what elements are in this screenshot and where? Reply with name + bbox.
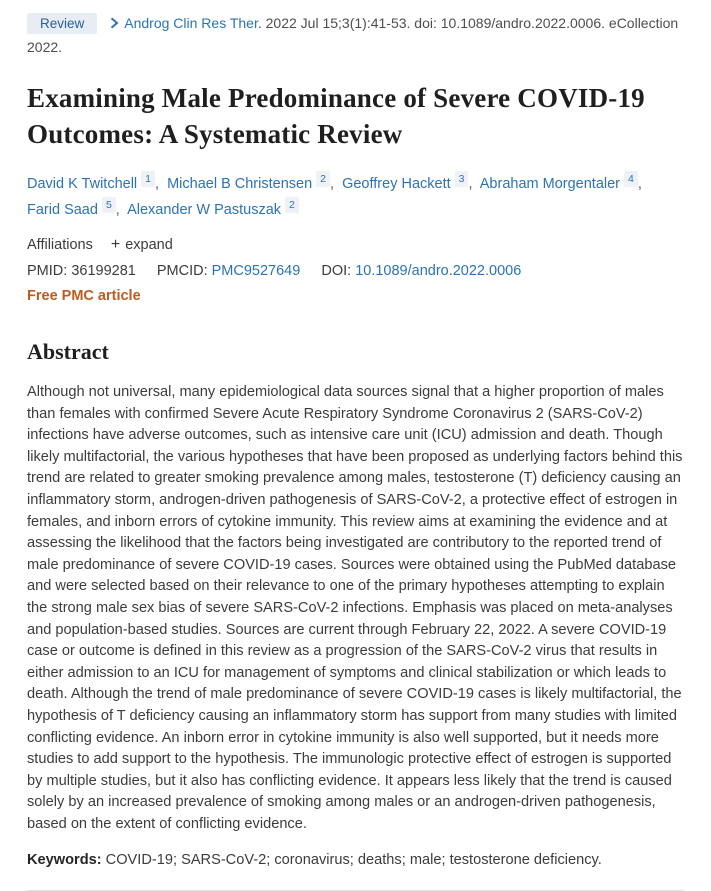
author-item	[342, 173, 480, 192]
abstract-text: Although not universal, many epidemiological data sources signal that a higher proportion of males than females with confirmed Severe Acute Respiratory Syndrome Coronavirus 2 (SARS-CoV-2) infections have adverse outcomes, such as intensive care unit (ICU) admission and death. Though likely multifactorial, the various hypotheses that have been proposed as underlying factors behind this trend are related to greater smoking prevalence among males, testosterone (T) deficiency causing an inflammatory storm, androgen-driven pathogenesis of SARS-CoV-2, a protective effect of estrogen in females, and inborn errors of cytokine immunity. This review aims at examining the evidence and at assessing the likelihood that the factors being investigated are contributory to the reported trend of male predominance of severe COVID-19 cases. Sources were obtained using the PubMed database and were selected based on their relevance to one of the primary hypotheses attempting to explain the strong male sex bias of severe SARS-CoV-2 infections. Emphasis was placed on meta-analyses and population-based studies. Sources are current through February 22, 2022. A severe COVID-19 case or outcome is defined in this review as a progression of the SARS-CoV-2 virus that results in either admission to an ICU for management of symptoms and clinical stabilization or which leads to death. Although the trend of male predominance of severe COVID-19 cases is likely multifactorial, the hypothesis of T deficiency causing an inflammatory storm has support from many studies with limited conflicting evidence. An inborn error in cytokine immunity is also well supported, but it needs more studies to add support to the hypothesis. The immunologic protective effect of estrogen is supported by multiple studies, but it also has conflicting evidence. It appears less likely that the trend is caused solely by an increased prevalence of smoking among males or an androgen-driven pathogenesis, based on the extent of conflicting evidence.	[27, 384, 683, 832]
abstract-heading: Abstract	[27, 339, 109, 364]
author-link[interactable]: Geoffrey Hackett	[342, 176, 451, 192]
journal-name-link: Androg Clin Res Ther	[124, 15, 258, 31]
article-title: Examining Male Predominance of Severe COVID-19 Outcomes: A Systematic Review	[27, 83, 645, 149]
doi-label: DOI:	[321, 263, 352, 279]
author-separator: ,	[468, 176, 480, 192]
author-separator: ,	[154, 176, 168, 192]
expand-label: expand	[125, 237, 173, 253]
author-link[interactable]: Abraham Morgentaler	[479, 176, 621, 192]
author-link[interactable]: Farid Saad	[27, 202, 98, 218]
author-list	[27, 171, 684, 223]
pmid-label: PMID:	[27, 263, 68, 279]
keywords-label: Keywords:	[27, 852, 102, 869]
author-link[interactable]: Alexander W Pastuszak	[127, 202, 282, 218]
publication-type-badge: Review	[27, 13, 97, 34]
pmcid-link[interactable]: PMC9527649	[211, 263, 301, 279]
pmid-value: 36199281	[71, 263, 136, 279]
author-item	[27, 173, 168, 192]
author-item	[127, 199, 299, 218]
identifiers-row	[27, 263, 684, 279]
keywords-text: COVID-19; SARS-CoV-2; coronavirus; deaths; male; testosterone deficiency.	[101, 852, 602, 869]
affiliations-row	[27, 236, 684, 254]
journal-dropdown-trigger[interactable]	[108, 15, 258, 31]
author-link[interactable]: Michael B Christensen	[167, 176, 313, 192]
author-separator: ,	[637, 176, 646, 192]
affiliations-label: Affiliations	[27, 237, 93, 253]
author-affiliation-sup: 1	[141, 171, 155, 187]
expand-affiliations-button[interactable]	[111, 237, 173, 253]
author-separator: ,	[330, 176, 343, 192]
doi-link[interactable]: 10.1089/andro.2022.0006	[355, 263, 522, 279]
pmcid-group	[157, 263, 300, 279]
citation-details: . 2022 Jul 15;3(1):41-53. doi: 10.1089/andro.2022.0006. eCollection 2022.	[27, 15, 679, 55]
pmcid-label: PMCID:	[156, 263, 208, 279]
keywords-line	[27, 850, 684, 872]
chevron-right-icon	[110, 17, 119, 29]
citation-line	[27, 11, 684, 59]
author-affiliation-sup: 2	[285, 197, 299, 213]
free-pmc-article-label: Free PMC article	[27, 288, 141, 304]
author-affiliation-sup: 2	[316, 171, 330, 187]
author-affiliation-sup: 3	[455, 171, 469, 187]
author-item	[167, 173, 343, 192]
author-separator: ,	[115, 202, 128, 218]
author-affiliation-sup: 5	[102, 197, 116, 213]
author-item	[479, 173, 646, 192]
author-affiliation-sup: 4	[624, 171, 638, 187]
pmid-group	[27, 263, 136, 279]
author-link[interactable]: David K Twitchell	[27, 176, 138, 192]
author-item	[27, 199, 128, 218]
plus-icon: +	[110, 236, 121, 253]
doi-group	[321, 263, 521, 279]
